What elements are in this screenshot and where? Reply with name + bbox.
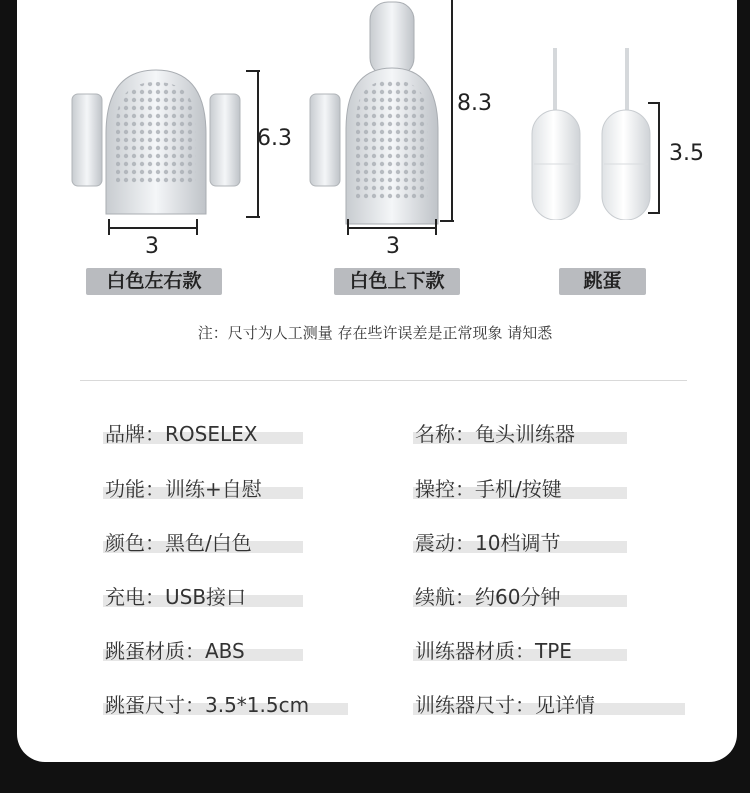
width-label-2: 3: [386, 234, 400, 259]
spec-battery-life: 续航：约60分钟: [413, 585, 627, 607]
width-label-1: 3: [145, 234, 159, 259]
spec-vibration: 震动：10档调节: [413, 531, 627, 553]
product-name-2: 白色上下款: [334, 268, 460, 295]
dim-tick-left-2: [347, 219, 349, 235]
spec-trainer-size: 训练器尺寸：见详情: [413, 693, 685, 715]
product-name-1: 白色左右款: [86, 268, 222, 295]
spec-control: 操控：手机/按键: [413, 477, 627, 499]
spec-egg-size: 跳蛋尺寸：3.5*1.5cm: [103, 693, 348, 715]
product-name-3: 跳蛋: [559, 268, 646, 295]
divider: [80, 380, 687, 381]
spec-function: 功能：训练+自慰: [103, 477, 303, 499]
dim-line-height-3: [658, 102, 660, 214]
height-label-1: 6.3: [257, 126, 292, 151]
spec-trainer-material: 训练器材质：TPE: [413, 639, 627, 661]
dim-tick-top-1: [246, 70, 260, 72]
spec-egg-material: 跳蛋材质：ABS: [103, 639, 303, 661]
height-label-2: 8.3: [457, 91, 492, 116]
egg-vibrator-image: [526, 44, 656, 220]
spec-color: 颜色：黑色/白色: [103, 531, 303, 553]
dim-line-width-1: [108, 227, 198, 229]
dim-tick-bottom-2: [440, 220, 454, 222]
dim-tick-bottom-3: [648, 212, 660, 214]
height-label-3: 3.5: [669, 141, 704, 166]
dim-tick-bottom-1: [246, 216, 260, 218]
dim-tick-right-2: [435, 219, 437, 235]
dim-tick-right-1: [196, 219, 198, 235]
spec-name: 名称：龟头训练器: [413, 422, 627, 444]
sleeve-left-right-image: [66, 64, 246, 224]
dim-line-height-2: [451, 0, 453, 222]
spec-charging: 充电：USB接口: [103, 585, 303, 607]
dim-line-width-2: [347, 227, 437, 229]
dim-tick-left-1: [108, 219, 110, 235]
spec-brand: 品牌：ROSELEX: [103, 422, 303, 444]
measurement-note: 注：尺寸为人工测量 存在些许误差是正常现象 请知悉: [197, 324, 553, 342]
dim-tick-top-3: [648, 102, 660, 104]
sleeve-up-down-image: [306, 0, 456, 230]
